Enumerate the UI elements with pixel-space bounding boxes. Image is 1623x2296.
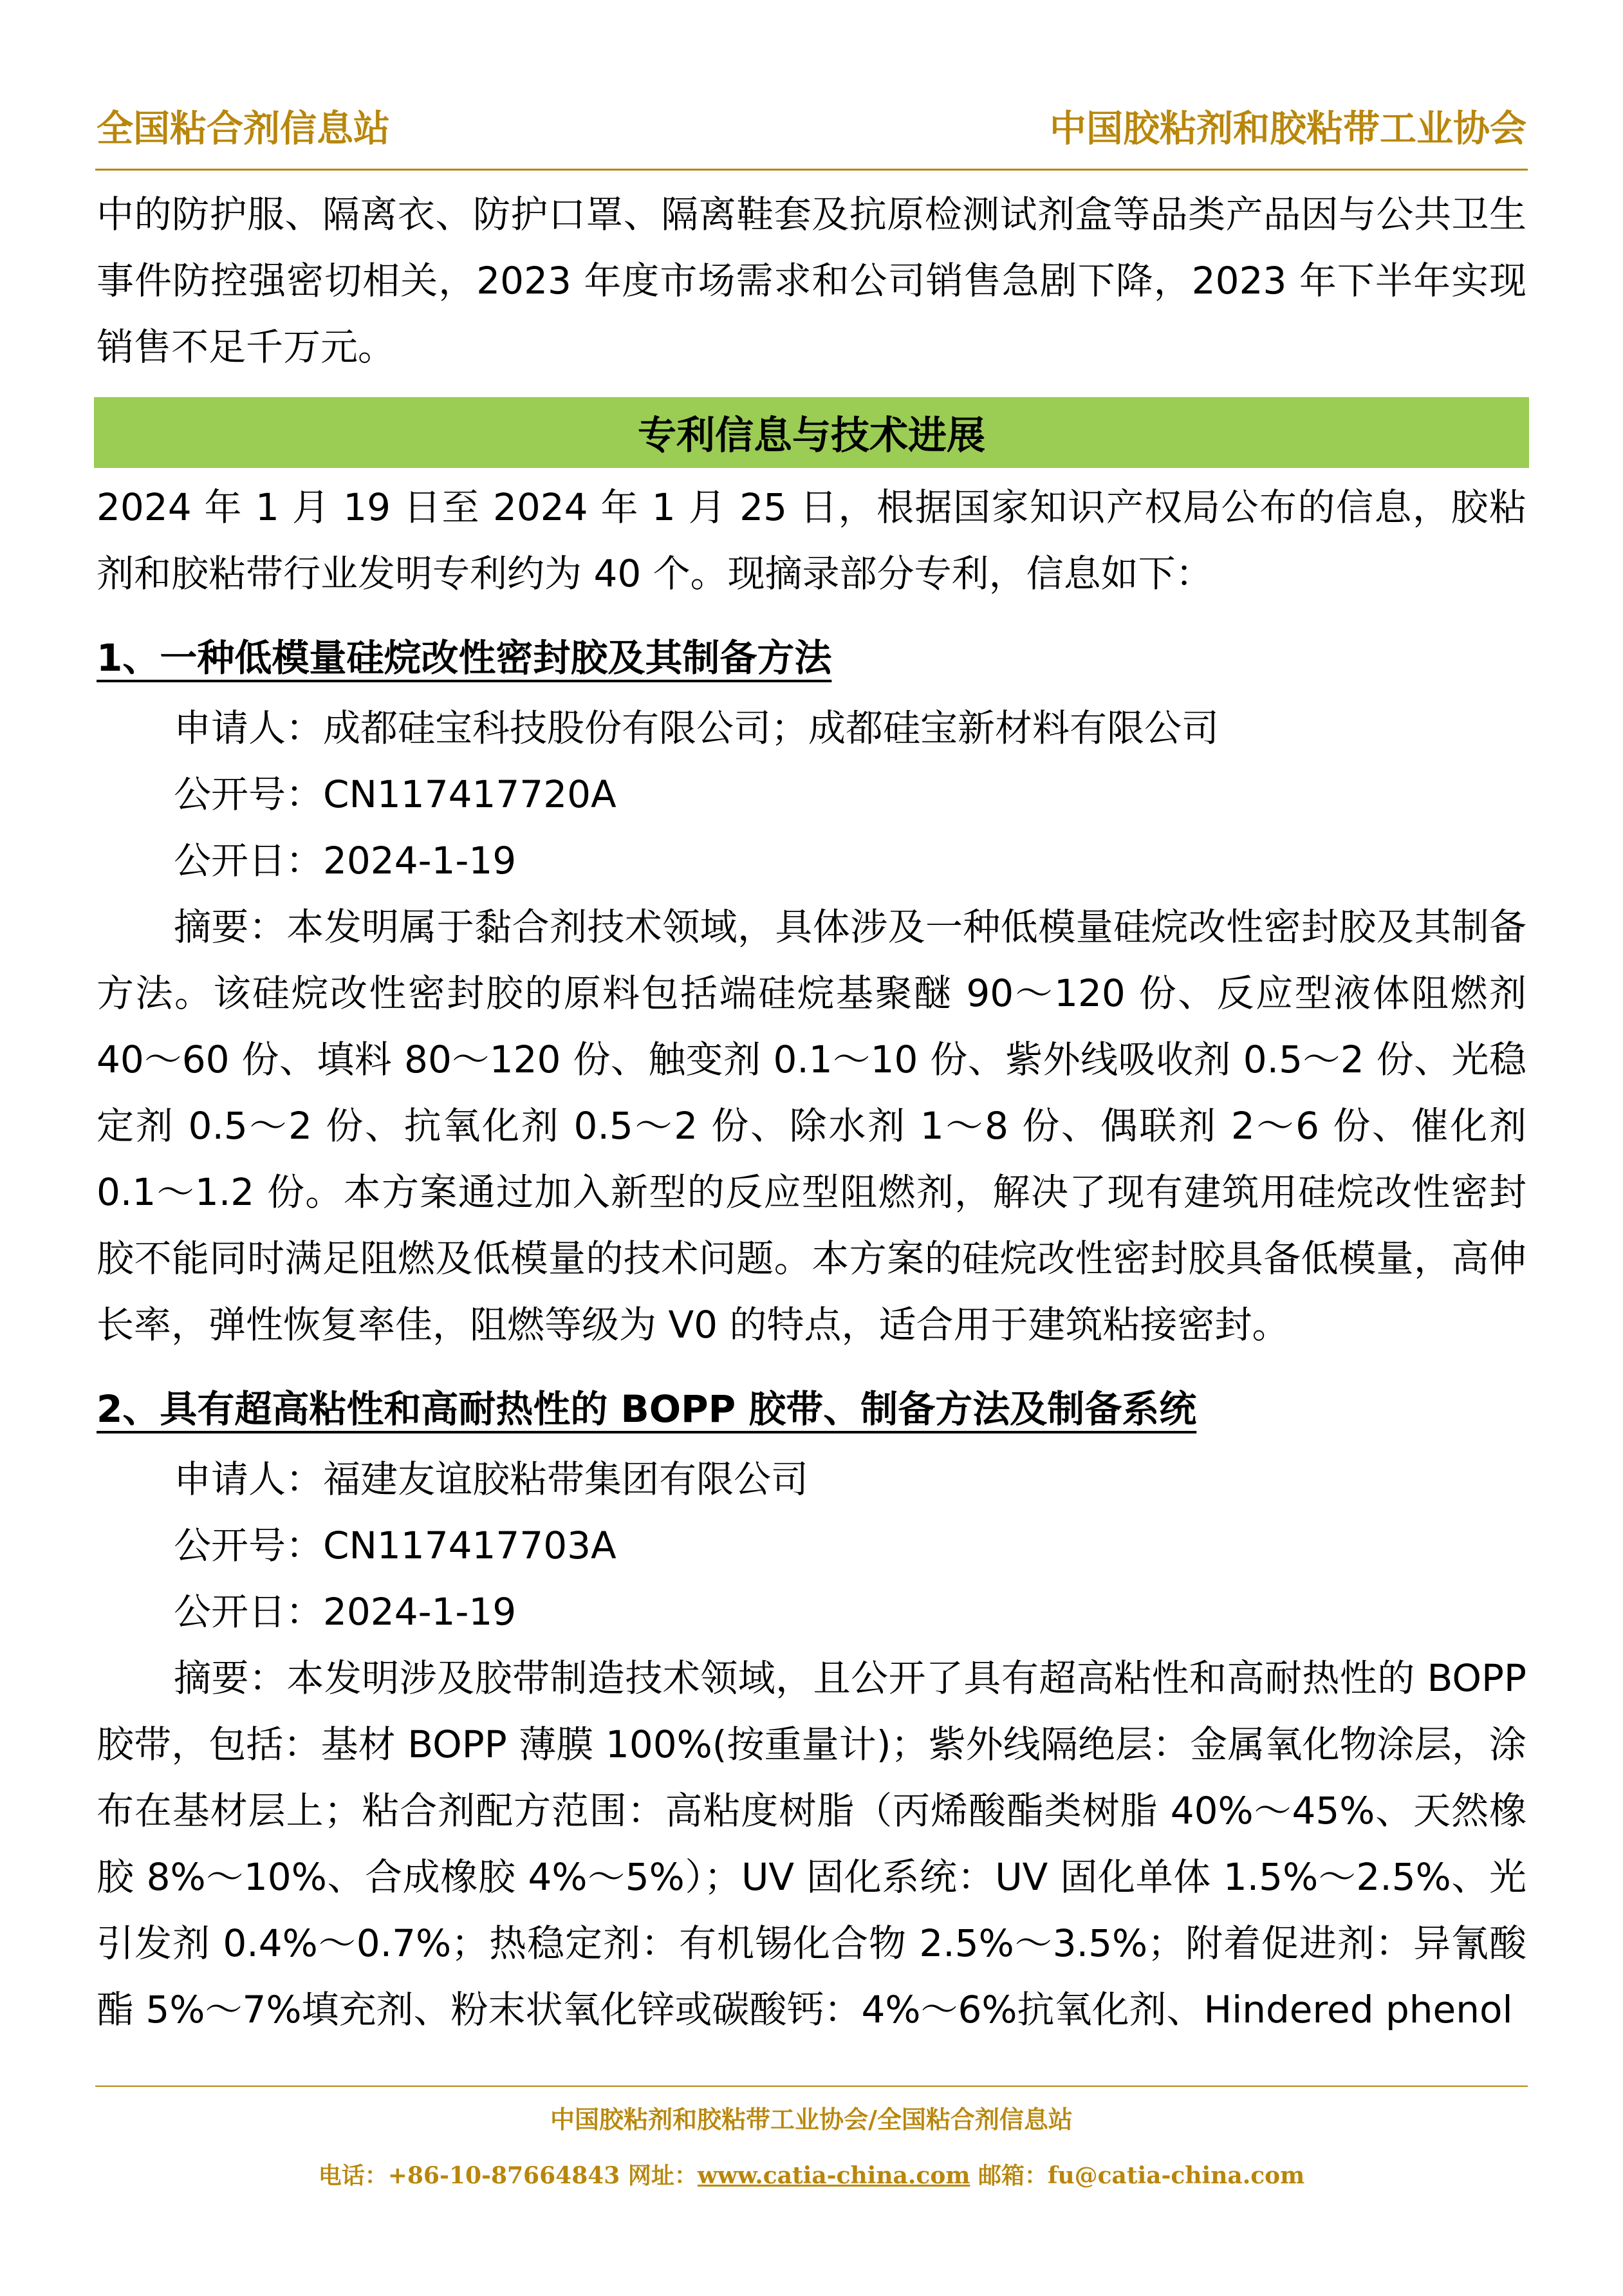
patent-title: 2、具有超高粘性和高耐热性的 BOPP 胶带、制备方法及制备系统 [97,1387,1197,1431]
patent-pub-date: 公开日：2024-1-19 [174,839,517,882]
section-intro: 2024 年 1 月 19 日至 2024 年 1 月 25 日，根据国家知识产权局公布的信息，胶粘剂和胶粘带行业发明专利约为 40 个。现摘录部分专利，信息如下： [97,485,1526,595]
footer-organization: 中国胶粘剂和胶粘带工业协会/全国粘合剂信息站 [550,2105,1073,2134]
patent-pub-number: 公开号：CN117417720A [174,772,617,816]
footer-email: 邮箱：fu@catia-china.com [970,2162,1305,2189]
footer-contact [0,2158,1623,2190]
header-left-title: 全国粘合剂信息站 [97,107,390,150]
section-banner [94,397,1529,468]
patent-entry-2 [97,1376,1526,2043]
header-divider [95,169,1528,171]
patent-title: 1、一种低模量硅烷改性密封胶及其制备方法 [97,636,832,680]
footer-website-link[interactable]: www.catia-china.com [697,2162,970,2189]
patent-applicant: 申请人：成都硅宝科技股份有限公司；成都硅宝新材料有限公司 [174,706,1220,750]
footer-divider [95,2086,1528,2087]
section-title: 专利信息与技术进展 [638,413,985,458]
patent-entry-1 [97,625,1526,1358]
patent-applicant: 申请人：福建友谊胶粘带集团有限公司 [174,1457,809,1501]
header-right-title: 中国胶粘剂和胶粘带工业协会 [1050,107,1526,150]
footer-phone: 电话：+86-10-87664843 网址： [318,2162,698,2189]
patent-pub-date: 公开日：2024-1-19 [174,1590,517,1634]
patent-pub-number: 公开号：CN117417703A [174,1524,617,1567]
intro-paragraph: 中的防护服、隔离衣、防护口罩、隔离鞋套及抗原检测试剂盒等品类产品因与公共卫生事件防控强密切相关，2023 年度市场需求和公司销售急剧下降，2023 年下半年实现销售不足千万元。 [97,192,1526,369]
page-content [97,182,1526,2043]
patent-abstract: 摘要：本发明属于黏合剂技术领域，具体涉及一种低模量硅烷改性密封胶及其制备方法。该硅烷改性密封胶的原料包括端硅烷基聚醚 90～120 份、反应型液体阻燃剂 40～60 份、填料 80～120 份、触变剂 0.1～10 份、紫外线吸收剂 0.5～2 份、光稳定剂 0.5～2 份、抗氧化剂 0.5～2 份、除水剂 1～8 份、偶联剂 2～6 份、催化剂 0.1～1.2 份。本方案通过加入新型的反应型阻燃剂，解决了现有建筑用硅烷改性密封胶不能同时满足阻燃及低模量的技术问题。本方案的硅烷改性密封胶具备低模量，高伸长率，弹性恢复率佳，阻燃等级为 V0 的特点，适合用于建筑粘接密封。 [97,905,1526,1347]
patent-abstract: 摘要：本发明涉及胶带制造技术领域，且公开了具有超高粘性和高耐热性的 BOPP 胶带，包括：基材 BOPP 薄膜 100%(按重量计)；紫外线隔绝层：金属氧化物涂层，涂布在基材层上；粘合剂配方范围：高粘度树脂（丙烯酸酯类树脂 40%～45%、天然橡胶 8%～10%、合成橡胶 4%～5%）；UV 固化系统：UV 固化单体 1.5%～2.5%、光引发剂 0.4%～0.7%；热稳定剂：有机锡化合物 2.5%～3.5%；附着促进剂：异氰酸酯 5%～7%填充剂、粉末状氧化锌或碳酸钙：4%～6%抗氧化剂、Hindered phenol [97,1656,1526,2031]
